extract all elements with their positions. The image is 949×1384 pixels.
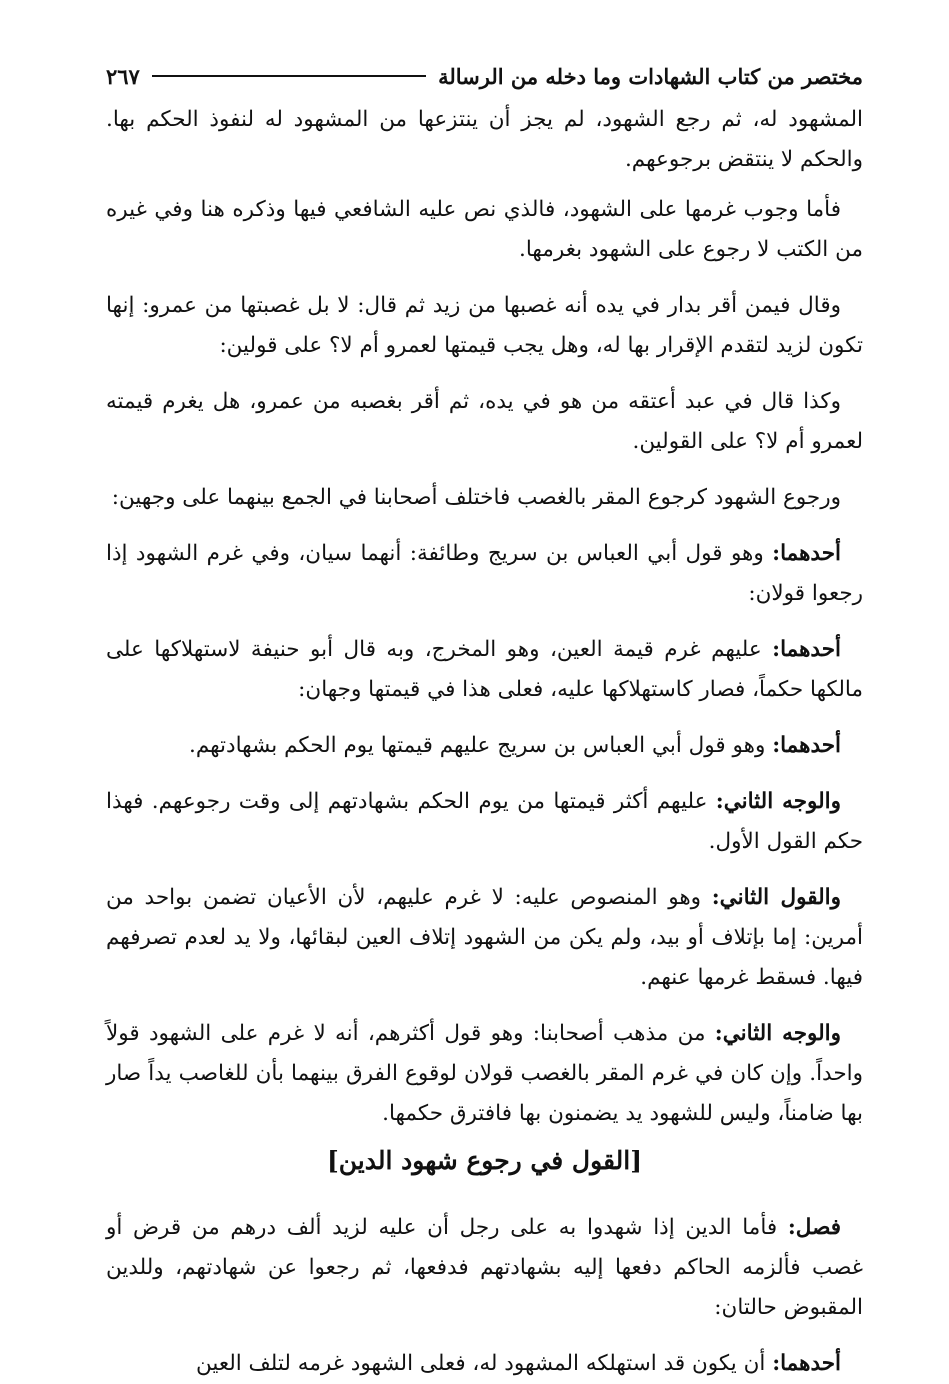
paragraph-text: وهو قول أبي العباس بن سريج وطائفة: أنهما سيان، وفي غرم الشهود إذا رجعوا قولان: — [106, 541, 863, 606]
paragraph — [106, 1208, 863, 1328]
paragraph-lead: أحدهما: — [772, 733, 841, 758]
paragraph-text: فأما الدين إذا شهدوا به على رجل أن عليه لزيد ألف درهم من قرض أو غصب فألزمه الحاكم دفعها إليه بشهادتهم فدفعها، ثم رجعوا عن شهادتهم، وللدين المقبوض حالتان: — [106, 1215, 863, 1320]
paragraph — [106, 630, 863, 710]
paragraph-text: وهو المنصوص عليه: لا غرم عليهم، لأن الأعيان تضمن بواحد من أمرين: إما بإتلاف أو بيد، ولم يكن من الشهود إتلاف العين لبقائها، ولا يد لعدم تصرفهم فيها. فسقط غرمها عنهم. — [106, 885, 863, 990]
paragraph-text: وكذا قال في عبد أعتقه من هو في يده، ثم أقر بغصبه من عمرو، هل يغرم قيمته لعمرو أم لا؟ على القولين. — [106, 389, 863, 454]
paragraph — [106, 190, 863, 270]
paragraph-lead: أحدهما: — [772, 637, 841, 662]
paragraph-lead: أحدهما: — [772, 1351, 841, 1376]
paragraph — [106, 382, 863, 462]
page-number: ٢٦٧ — [106, 63, 140, 89]
page-body — [106, 100, 863, 1384]
paragraph-lead: والوجه الثاني: — [715, 789, 841, 814]
paragraph — [106, 534, 863, 614]
paragraph-text: المشهود له، ثم رجع الشهود، لم يجز أن ينتزعها من المشهود له لنفوذ الحكم بها. والحكم لا ينتقض برجوعهم. — [106, 107, 863, 172]
header-rule — [152, 75, 426, 77]
paragraph — [106, 1014, 863, 1134]
paragraph-text: عليهم أكثر قيمتها من يوم الحكم بشهادتهم إلى وقت رجوعهم. فهذا حكم القول الأول. — [106, 789, 863, 854]
paragraph — [106, 726, 863, 766]
paragraph-text: أن يكون قد استهلكه المشهود له، فعلى الشهود غرمه لتلف العين — [195, 1351, 766, 1376]
paragraph — [106, 1344, 863, 1384]
paragraph-text: عليهم غرم قيمة العين، وهو المخرج، وبه قال أبو حنيفة لاستهلاكها على مالكها حكماً، فصار كاستهلاكها عليه، فعلى هذا في قيمتها وجهان: — [106, 637, 863, 702]
paragraph-text: وهو قول أبي العباس بن سريج عليهم قيمتها يوم الحكم بشهادتهم. — [189, 733, 766, 758]
running-header — [106, 62, 863, 90]
paragraph-text: وقال فيمن أقر بدار في يده أنه غصبها من زيد ثم قال: لا بل غصبتها من عمرو: إنها تكون لزيد لتقدم الإقرار بها له، وهل يجب قيمتها لعمرو أم لا؟ على قولين: — [106, 293, 863, 358]
paragraph — [106, 782, 863, 862]
paragraph — [106, 478, 863, 518]
paragraph-text: ورجوع الشهود كرجوع المقر بالغصب فاختلف أصحابنا في الجمع بينهما على وجهين: — [111, 485, 841, 510]
paragraph — [106, 100, 863, 180]
paragraph-text: فأما وجوب غرمها على الشهود، فالذي نص عليه الشافعي فيها وذكره هنا وفي غيره من الكتب لا رجوع على الشهود بغرمها. — [106, 197, 863, 262]
paragraph — [106, 878, 863, 998]
paragraph-text: من مذهب أصحابنا: وهو قول أكثرهم، أنه لا غرم على الشهود قولاً واحداً. وإن كان في غرم المقر بالغصب قولان لوقوع الفرق بينهما بأن للغاصب يداً صار بها ضامناً، وليس للشهود يد يضمنون بها فافترق حكمها. — [106, 1021, 863, 1126]
paragraph-lead: فصل: — [787, 1215, 841, 1240]
section-heading: [القول في رجوع شهود الدين] — [326, 1146, 643, 1175]
paragraph-lead: والقول الثاني: — [711, 885, 841, 910]
running-title: مختصر من كتاب الشهادات وما دخله من الرسالة — [438, 63, 863, 89]
paragraph-lead: أحدهما: — [772, 541, 841, 566]
paragraph-lead: والوجه الثاني: — [714, 1021, 841, 1046]
paragraph — [106, 286, 863, 366]
